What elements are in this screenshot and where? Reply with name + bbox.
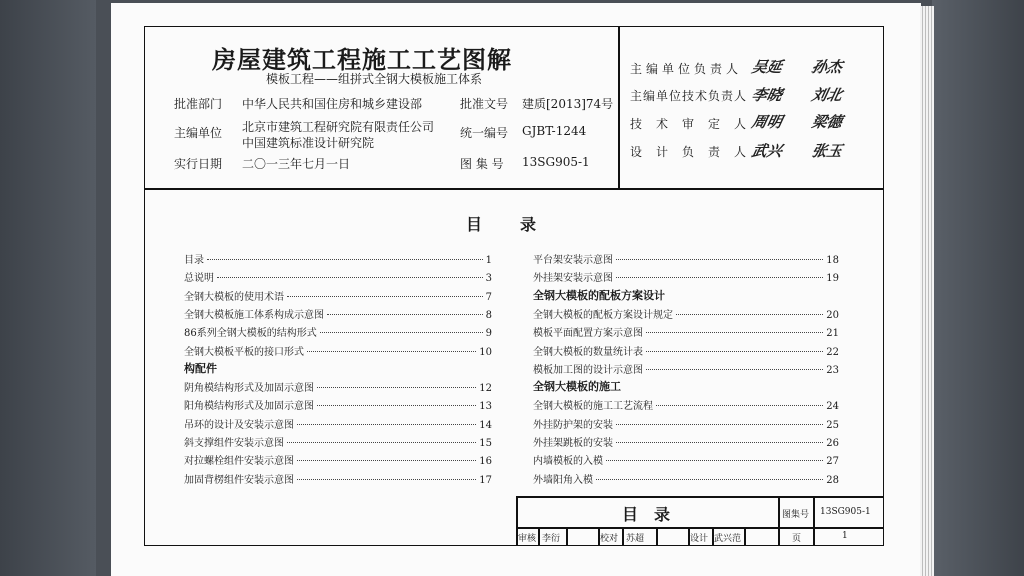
toc-entry-title: 模板平面配置方案示意图 bbox=[533, 328, 643, 340]
approval-no: 建质[2013]74号 bbox=[522, 97, 614, 111]
unified-no-label: 统一编号 bbox=[460, 126, 509, 140]
effective-date: 二〇一三年七月一日 bbox=[242, 157, 351, 171]
toc-leader-dots bbox=[606, 460, 823, 461]
chief-org-line2: 中国建筑标准设计研究院 bbox=[242, 136, 375, 150]
toc-leader-dots bbox=[616, 277, 823, 278]
toc-entry[interactable] bbox=[533, 324, 839, 338]
approving-dept-label: 批准部门 bbox=[174, 97, 223, 111]
toc-entry[interactable] bbox=[184, 343, 492, 357]
toc-entry[interactable] bbox=[533, 397, 839, 411]
title-block-title: 目 录 bbox=[622, 505, 671, 524]
toc-entry-page: 15 bbox=[479, 438, 492, 449]
toc-entry-title: 目录 bbox=[184, 255, 204, 266]
toc-leader-dots bbox=[646, 369, 823, 370]
toc-entry-page: 28 bbox=[826, 474, 839, 486]
toc-entry-page: 13 bbox=[479, 401, 492, 413]
toc-entry-title: 外墙阳角入模 bbox=[533, 474, 593, 486]
toc-leader-dots bbox=[616, 259, 823, 260]
signature: 梁德 bbox=[809, 113, 844, 131]
page-label: 页 bbox=[792, 534, 802, 544]
review-label: 审核 bbox=[518, 534, 537, 544]
design-label: 设计 bbox=[690, 534, 709, 544]
toc-entry[interactable] bbox=[184, 397, 492, 411]
sig-label-chief: 主编单位负责人 bbox=[630, 62, 743, 76]
chief-org-label: 主编单位 bbox=[174, 126, 223, 140]
title-block-div bbox=[778, 496, 780, 546]
title-block-div bbox=[813, 496, 815, 546]
toc-entry[interactable] bbox=[184, 288, 492, 302]
toc-entry-page: 23 bbox=[826, 364, 839, 376]
header-divider bbox=[144, 188, 884, 190]
toc-entry-page: 1 bbox=[485, 255, 492, 266]
signature: 张玉 bbox=[809, 142, 844, 160]
toc-entry[interactable] bbox=[184, 416, 492, 430]
toc-entry-title: 斜支撑组件安装示意图 bbox=[184, 438, 284, 449]
toc-entry[interactable] bbox=[533, 251, 839, 265]
toc-leader-dots bbox=[317, 405, 476, 406]
toc-entry-page: 10 bbox=[479, 346, 492, 358]
toc-entry[interactable] bbox=[533, 471, 839, 485]
background-left bbox=[0, 0, 96, 576]
toc-entry[interactable] bbox=[533, 452, 839, 466]
toc-leader-dots bbox=[217, 277, 483, 278]
toc-leader-dots bbox=[297, 424, 476, 425]
toc-section-heading: 构配件 bbox=[184, 361, 217, 375]
design-name: 武兴范 bbox=[714, 534, 742, 544]
toc-leader-dots bbox=[287, 296, 483, 297]
toc-entry-page: 21 bbox=[826, 328, 839, 340]
toc-leader-dots bbox=[646, 332, 823, 333]
page-subtitle: 模板工程——组拼式全钢大模板施工体系 bbox=[266, 72, 483, 86]
toc-entry[interactable] bbox=[184, 269, 492, 283]
title-block-div bbox=[538, 527, 540, 546]
toc-leader-dots bbox=[616, 442, 823, 443]
signature: 李晓 bbox=[749, 86, 784, 104]
toc-entry-title: 外挂架跳板的安装 bbox=[533, 438, 613, 449]
toc-leader-dots bbox=[327, 314, 483, 315]
atlas-no: 13SG905-1 bbox=[522, 155, 590, 169]
toc-entry-page: 26 bbox=[826, 438, 839, 449]
signature: 刘北 bbox=[809, 86, 844, 104]
background-right bbox=[932, 0, 1024, 576]
toc-leader-dots bbox=[676, 314, 823, 315]
signature: 武兴 bbox=[749, 142, 784, 160]
toc-entry[interactable] bbox=[184, 379, 492, 393]
sig-label-design: 设计负责人 bbox=[630, 145, 761, 159]
toc-leader-dots bbox=[616, 424, 823, 425]
toc-section-heading: 全钢大模板的配板方案设计 bbox=[533, 288, 665, 302]
toc-entry-title: 内墙模板的入模 bbox=[533, 456, 603, 468]
signature-divider bbox=[618, 26, 620, 188]
title-block-atlas-label: 图集号 bbox=[782, 510, 810, 520]
toc-entry[interactable] bbox=[184, 251, 492, 265]
toc-entry-page: 24 bbox=[826, 401, 839, 413]
toc-entry-title: 阴角模结构形式及加固示意图 bbox=[184, 383, 314, 395]
toc-entry-title: 总说明 bbox=[184, 273, 214, 285]
title-block-mid bbox=[516, 527, 884, 529]
title-block-div bbox=[566, 527, 568, 546]
signature: 吴延 bbox=[749, 58, 784, 76]
toc-entry-title: 全钢大模板的使用术语 bbox=[184, 291, 284, 303]
check-name: 苏超 bbox=[626, 534, 645, 544]
toc-entry-page: 18 bbox=[826, 255, 839, 266]
toc-section-heading: 全钢大模板的施工 bbox=[533, 380, 621, 394]
title-block-atlas-no: 13SG905-1 bbox=[820, 507, 871, 517]
toc-entry-page: 8 bbox=[485, 309, 492, 321]
toc-entry-page: 27 bbox=[826, 456, 839, 468]
toc-entry-page: 19 bbox=[826, 273, 839, 285]
title-block-div bbox=[622, 527, 624, 546]
toc-title: 目 录 bbox=[466, 215, 539, 234]
toc-entry-title: 全钢大模板的配板方案设计规定 bbox=[533, 309, 673, 321]
toc-entry-title: 全钢大模板的施工工艺流程 bbox=[533, 401, 653, 413]
toc-entry[interactable] bbox=[184, 324, 492, 338]
toc-leader-dots bbox=[287, 442, 476, 443]
toc-leader-dots bbox=[317, 387, 476, 388]
toc-entry-title: 加固背楞组件安装示意图 bbox=[184, 474, 294, 486]
toc-leader-dots bbox=[646, 351, 823, 352]
toc-entry[interactable] bbox=[533, 306, 839, 320]
review-name: 李衍 bbox=[542, 534, 561, 544]
page-title: 房屋建筑工程施工工艺图解 bbox=[212, 46, 512, 74]
sig-label-tech: 主编单位技术负责人 bbox=[630, 89, 748, 103]
atlas-no-label: 图 集 号 bbox=[460, 157, 504, 171]
toc-entry-title: 全钢大模板的数量统计表 bbox=[533, 346, 643, 358]
toc-entry-page: 14 bbox=[479, 419, 492, 431]
toc-leader-dots bbox=[297, 460, 476, 461]
toc-entry[interactable] bbox=[533, 343, 839, 357]
toc-leader-dots bbox=[207, 259, 483, 260]
title-block-div bbox=[744, 527, 746, 546]
toc-entry[interactable] bbox=[533, 361, 839, 375]
toc-leader-dots bbox=[297, 479, 476, 480]
toc-entry[interactable] bbox=[533, 434, 839, 448]
approving-dept: 中华人民共和国住房和城乡建设部 bbox=[242, 97, 423, 111]
toc-leader-dots bbox=[656, 405, 823, 406]
toc-entry[interactable] bbox=[184, 306, 492, 320]
toc-entry[interactable] bbox=[184, 434, 492, 448]
signature: 孙杰 bbox=[809, 58, 844, 76]
title-block-div bbox=[656, 527, 658, 546]
toc-entry-page: 12 bbox=[479, 383, 492, 395]
toc-leader-dots bbox=[596, 479, 823, 480]
toc-entry-title: 全钢大模板施工体系构成示意图 bbox=[184, 309, 324, 321]
toc-entry-title: 外挂防护架的安装 bbox=[533, 419, 613, 431]
toc-entry-title: 模板加工图的设计示意图 bbox=[533, 364, 643, 376]
toc-entry[interactable] bbox=[533, 416, 839, 430]
toc-entry-title: 平台架安装示意图 bbox=[533, 255, 613, 266]
page-edges bbox=[920, 6, 934, 576]
title-block-top bbox=[516, 496, 884, 498]
toc-entry-page: 25 bbox=[826, 419, 839, 431]
toc-entry-title: 吊环的设计及安装示意图 bbox=[184, 419, 294, 431]
toc-entry-title: 86系列全钢大模板的结构形式 bbox=[184, 328, 317, 340]
sig-label-review: 技术审定人 bbox=[630, 117, 761, 131]
toc-entry-page: 16 bbox=[479, 456, 492, 468]
effective-date-label: 实行日期 bbox=[174, 157, 223, 171]
toc-entry[interactable] bbox=[184, 471, 492, 485]
toc-leader-dots bbox=[307, 351, 476, 352]
toc-entry-page: 7 bbox=[485, 291, 492, 303]
toc-entry-page: 17 bbox=[479, 474, 492, 486]
signature: 周明 bbox=[749, 113, 784, 131]
toc-entry-title: 全钢大模板平板的接口形式 bbox=[184, 346, 304, 358]
toc-entry-page: 9 bbox=[485, 328, 492, 340]
chief-org-line1: 北京市建筑工程研究院有限责任公司 bbox=[242, 120, 435, 134]
toc-entry-page: 3 bbox=[485, 273, 492, 285]
unified-no: GJBT-1244 bbox=[522, 124, 587, 138]
toc-entry-title: 对拉螺栓组件安装示意图 bbox=[184, 456, 294, 468]
toc-leader-dots bbox=[320, 332, 483, 333]
page-number: 1 bbox=[842, 531, 848, 541]
toc-entry[interactable] bbox=[533, 269, 839, 283]
toc-entry[interactable] bbox=[184, 452, 492, 466]
toc-entry-title: 阳角模结构形式及加固示意图 bbox=[184, 401, 314, 413]
toc-entry-page: 20 bbox=[826, 309, 839, 321]
check-label: 校对 bbox=[600, 534, 619, 544]
toc-entry-title: 外挂架安装示意图 bbox=[533, 273, 613, 285]
toc-entry-page: 22 bbox=[826, 346, 839, 358]
approval-no-label: 批准文号 bbox=[460, 97, 509, 111]
